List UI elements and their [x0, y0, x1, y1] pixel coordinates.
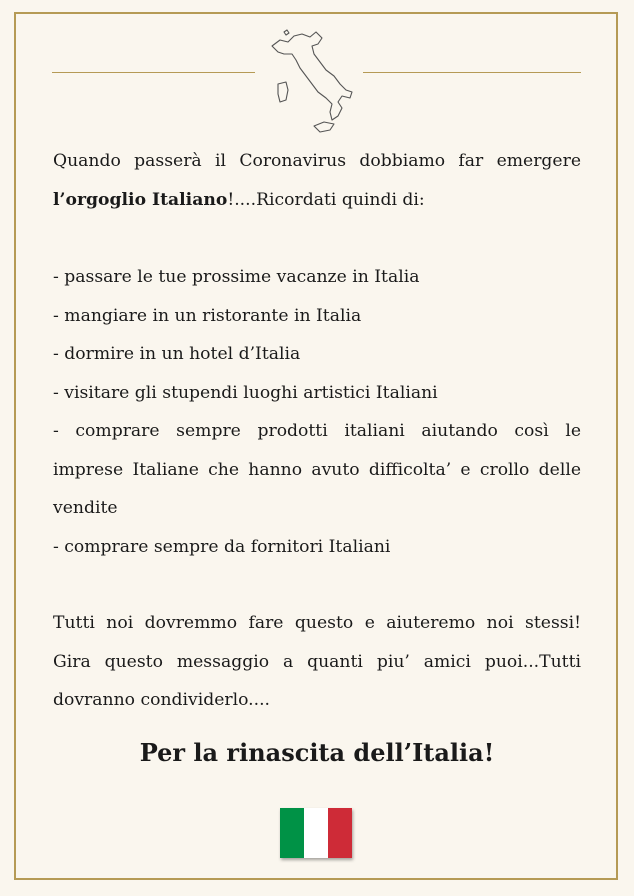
outro-line-3: dovranno condividerlo.... — [53, 690, 271, 710]
intro-line-2-rest: !....Ricordati quindi di: — [227, 189, 425, 210]
divider-left — [52, 72, 255, 73]
flag-green-band — [280, 808, 304, 858]
list-item: - comprare sempre prodotti italiani aiutando così le — [53, 421, 581, 441]
flag-red-band — [328, 808, 352, 858]
headline: Per la rinascita dell’Italia! — [139, 738, 495, 767]
list-item: - mangiare in un ristorante in Italia — [53, 305, 362, 326]
intro-paragraph — [53, 142, 581, 219]
recommendation-list — [53, 258, 581, 566]
flag-white-band — [304, 808, 328, 858]
list-item: - passare le tue prossime vacanze in Italia — [53, 267, 420, 287]
outro-line-1: Tutti noi dovremmo fare questo e aiuteremo noi stessi! — [53, 613, 581, 633]
list-item-continuation: imprese Italiane che hanno avuto difficolta’ e crollo delle — [53, 459, 581, 480]
intro-line-1: Quando passerà il Coronavirus dobbiamo far emergere — [53, 151, 581, 171]
outro-line-2: Gira questo messaggio a quanti piu’ amici puoi...Tutti — [53, 651, 581, 672]
divider-right — [363, 72, 581, 73]
list-item-continuation: vendite — [53, 498, 118, 518]
intro-bold-phrase: l’orgoglio Italiano — [53, 189, 228, 210]
list-item: - comprare sempre da fornitori Italiani — [53, 536, 391, 557]
italian-flag-icon — [280, 808, 352, 858]
italy-map-icon — [266, 28, 356, 140]
list-item: - dormire in un hotel d’Italia — [53, 344, 301, 364]
intro-line-2 — [53, 181, 581, 220]
list-item: - visitare gli stupendi luoghi artistici Italiani — [53, 382, 438, 403]
outro-paragraph — [53, 604, 581, 720]
